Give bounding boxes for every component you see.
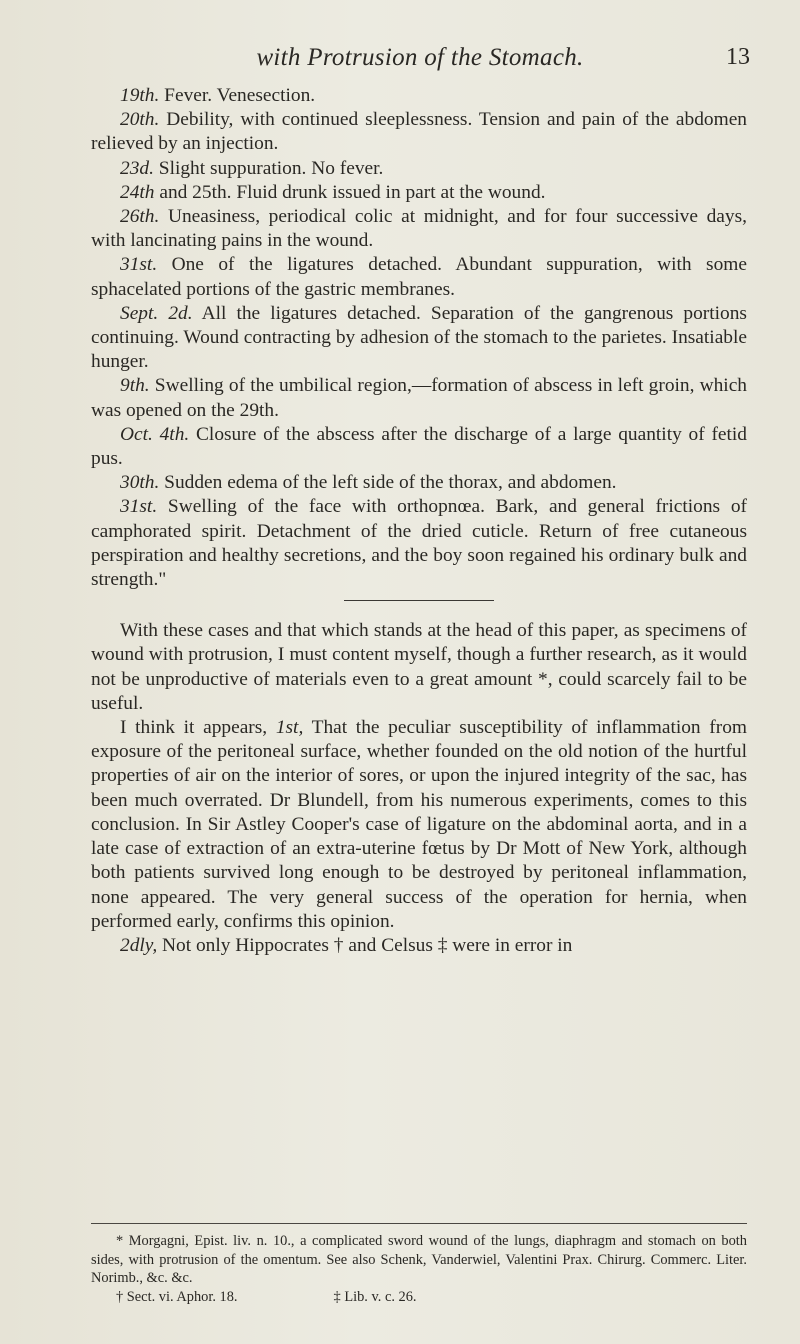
footnote-star: * Morgagni, Epist. liv. n. 10., a complicated sword wound of the lungs, diaphragm and stomach on both sides, with protrusion of the omentum. See also Schenk, Vanderwiel, Valentini Prax. Chirurg. Commerc. Liter. Norimb., &c. &c. [91,1233,747,1287]
case-entry: Sept. 2d. All the ligatures detached. Separation of the gangrenous portions continuing. Wound contracting by adhesion of the stomach to the parietes. Insatiable hunger. [91,302,747,373]
running-head: with Protrusion of the Stomach. [256,44,584,71]
footnote-dagger: † Sect. vi. Aphor. 18. [116,1288,238,1305]
page-number: 13 [726,44,750,70]
case-entry: 19th. Fever. Venesection. [120,85,316,106]
case-entry: 31st. One of the ligatures detached. Abundant suppuration, with some sphacelated portions of the gastric membranes. [91,254,747,300]
paragraph: I think it appears, 1st, That the peculiar susceptibility of inflammation from exposure of the peritoneal surface, whether founded on the old notion of the hurtful properties of air on the interior of sores, or upon the injured integrity of the sac, has been much overrated. Dr Blundell, from his numerous experiments, comes to this conclusion. In Sir Astley Cooper's case of ligature on the abdominal aorta, and in a late case of extraction of an extra-uterine fœtus by Dr Mott of New York, although both patients survived long enough to be destroyed by peritoneal inflammation, none appeared. The very general success of the operation for hernia, when performed early, confirms this opinion. [91,717,747,932]
case-entry: 23d. Slight suppuration. No fever. [120,157,384,179]
footnotes [91,1232,747,1306]
case-entry: 26th. Uneasiness, periodical colic at midnight, and for four successive days, with lancinating pains in the wound. [91,206,747,252]
case-entry: 30th. Sudden edema of the left side of the thorax, and abdomen. [120,472,617,494]
footnote-daggers [91,1288,747,1307]
case-entry: 24th and 25th. Fluid drunk issued in part at the wound. [120,181,546,203]
case-entry: 31st. Swelling of the face with orthopnœa. Bark, and general frictions of camphorated spirit. Detachment of the dried cuticle. Return of free cutaneous perspiration and healthy secretions, and the boy soon regained his ordinary bulk and strength." [91,496,747,591]
footnote-double-dagger: ‡ Lib. v. c. 26. [333,1288,417,1305]
case-entry: Oct. 4th. Closure of the abscess after the discharge of a large quantity of fetid pus. [91,423,747,470]
paragraph: 2dly, Not only Hippocrates † and Celsus ‡ were in error in [120,934,573,956]
case-entry: 9th. Swelling of the umbilical region,—formation of abscess in left groin, which was opened on the 29th. [91,375,747,421]
page-header [90,44,750,80]
main-text [91,84,747,958]
section-divider [344,600,494,601]
paragraph: With these cases and that which stands at the head of this paper, as specimens of wound with protrusion, I must content myself, though a further research, as it would not be unproductive of materials even to a great amount *, could scarcely fail to be useful. [91,620,747,714]
case-entry: 20th. Debility, with continued sleeplessness. Tension and pain of the abdomen relieved by an injection. [91,109,747,155]
footnote-rule [91,1223,747,1224]
